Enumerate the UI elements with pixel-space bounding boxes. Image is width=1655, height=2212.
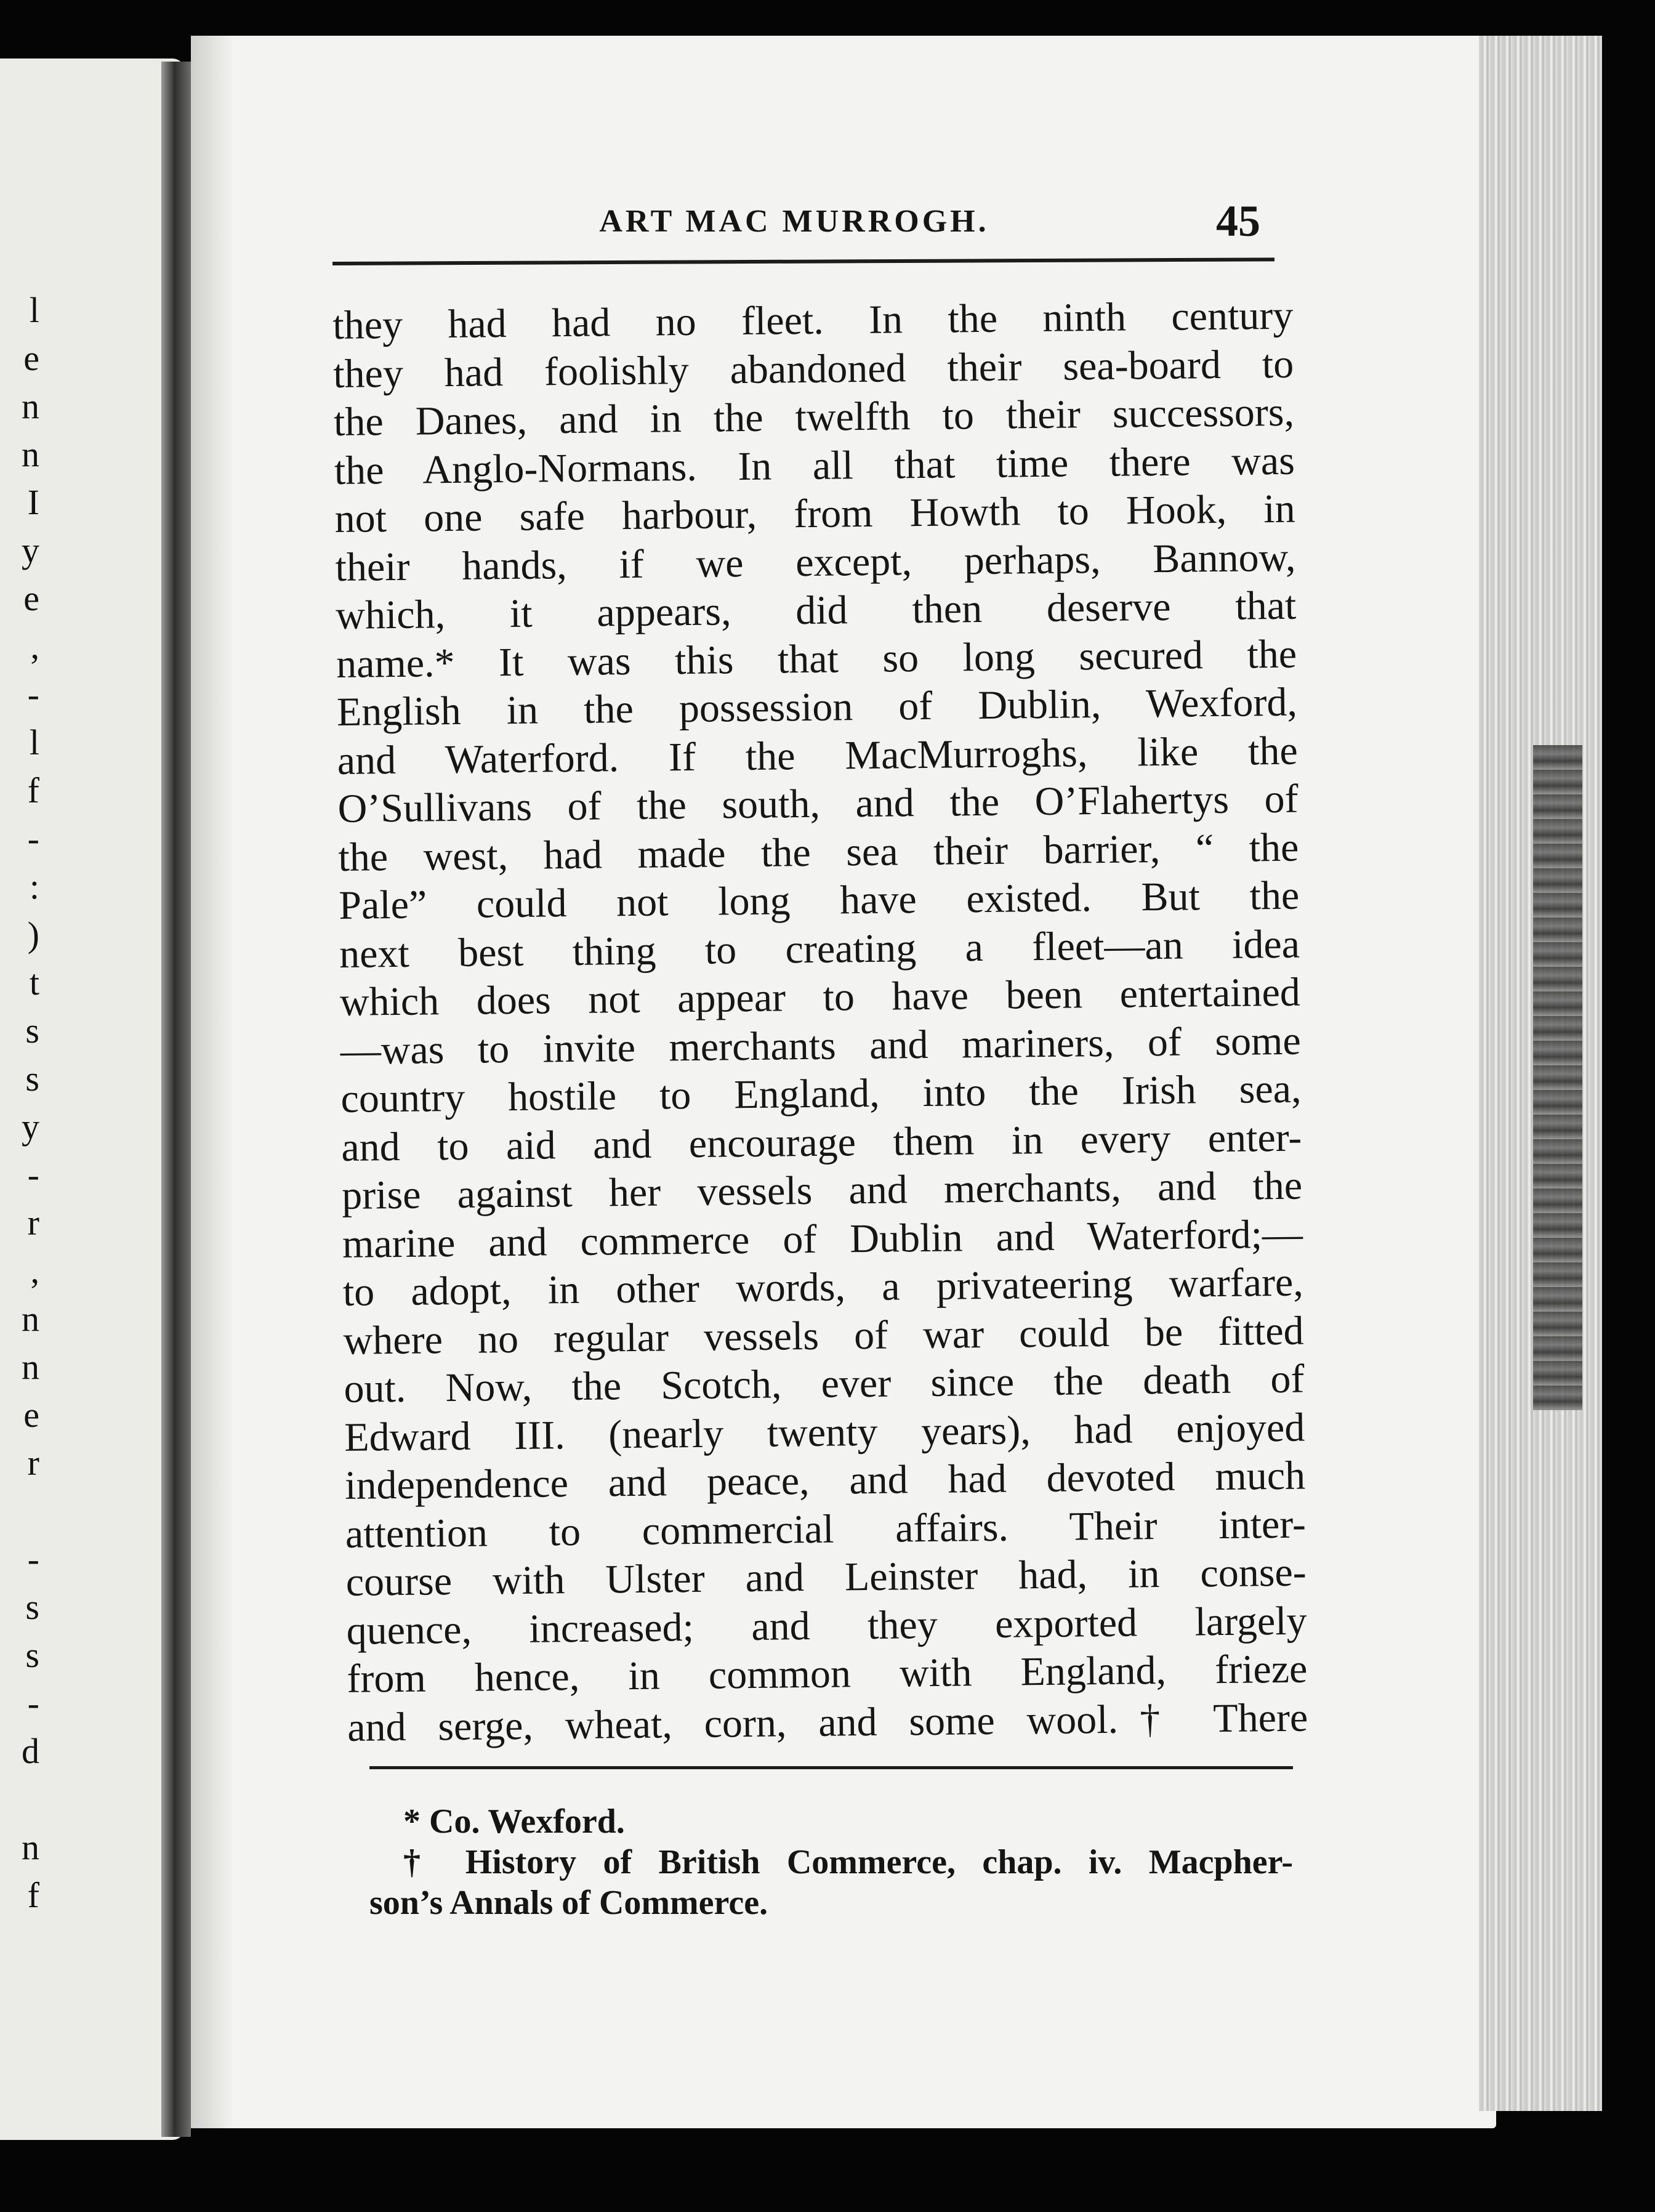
text-line: Edward III. (nearly twenty years), had enjoyed (344, 1405, 1305, 1460)
left-fragment: n (22, 1299, 39, 1339)
footnote-commerce: † History of British Commerce, chap. iv. Macpher- (403, 1843, 1293, 1881)
left-fragment: e (23, 1395, 39, 1435)
left-fragment: , (30, 626, 39, 666)
left-fragment: s (25, 1011, 39, 1051)
left-fragment: s (25, 1635, 39, 1675)
text-line: course with Ulster and Leinster had, in conse- (345, 1549, 1307, 1605)
left-fragment: e (23, 578, 39, 618)
left-fragment: n (22, 1347, 39, 1387)
text-line: O’Sullivans of the south, and the O’Flahertys of (337, 776, 1299, 831)
left-fragment: - (27, 1539, 39, 1579)
running-title: ART MAC MURROGH. (599, 204, 989, 239)
text-line: attention to commercial affairs. Their inter- (345, 1501, 1307, 1557)
text-line: to adopt, in other words, a privateering warfare, (342, 1259, 1304, 1315)
text-line: Pale” could not long have existed. But the (338, 873, 1300, 928)
left-fragment: r (27, 1443, 39, 1483)
text-line: which does not appear to have been entertained (339, 969, 1301, 1025)
text-line: —was to invite merchants and mariners, of some (340, 1018, 1302, 1073)
text-line: and to aid and encourage them in every enter- (340, 1115, 1302, 1170)
text-line: prise against her vessels and merchants, and the (341, 1163, 1303, 1218)
text-line: not one safe harbour, from Howth to Hook, in (334, 486, 1295, 541)
left-fragment: y (22, 530, 39, 570)
text-line: out. Now, the Scotch, ever since the death of (344, 1356, 1305, 1411)
left-fragment: : (29, 866, 39, 906)
text-line: they had had no fleet. In the ninth century (332, 293, 1294, 348)
left-fragment: l (29, 722, 39, 762)
left-fragment (2, 1775, 39, 1823)
left-fragment (2, 1487, 39, 1535)
left-fragment: n (22, 434, 39, 474)
left-fragment: d (22, 1731, 39, 1771)
left-fragment: n (22, 1827, 39, 1867)
left-fragment: t (29, 963, 39, 1003)
left-fragment: f (27, 770, 39, 810)
text-line: name.* It was this that so long secured the (336, 631, 1297, 687)
text-line: the Anglo-Normans. In all that time there was (334, 438, 1295, 493)
text-line: the Danes, and in the twelfth to their successors, (333, 389, 1295, 445)
text-line: next best thing to creating a fleet—an idea (339, 921, 1300, 977)
left-fragment: ) (27, 914, 39, 955)
footnotes (369, 1801, 1293, 1923)
text-line: their hands, if we except, perhaps, Bannow, (335, 535, 1296, 590)
footnote-commerce-continued: son’s Annals of Commerce. (369, 1884, 768, 1922)
left-fragment: s (25, 1587, 39, 1627)
left-fragment: l (29, 290, 39, 330)
text-line: they had foolishly abandoned their sea-board to (332, 341, 1294, 397)
left-fragment: f (27, 1875, 39, 1915)
book-gutter (161, 62, 191, 2137)
left-fragment: e (23, 338, 39, 378)
left-fragment: I (27, 482, 39, 522)
left-fragment: - (27, 674, 39, 714)
left-fragment: - (27, 818, 39, 858)
text-line: quence, increased; and they exported largely (346, 1598, 1307, 1653)
page-gutter-shadow (191, 36, 234, 2128)
text-line: independence and peace, and had devoted much (344, 1453, 1306, 1508)
left-fragment: n (22, 386, 39, 426)
footnote-wexford: * Co. Wexford. (403, 1802, 625, 1841)
text-line: which, it appears, did then deserve that (335, 583, 1297, 638)
text-line: marine and commerce of Dublin and Waterford;— (342, 1211, 1303, 1267)
left-fragment: y (22, 1107, 39, 1147)
page-edges-shadow (1533, 745, 1582, 1410)
left-fragment: - (27, 1683, 39, 1723)
body-text (332, 292, 1308, 1752)
text-line: English in the possession of Dublin, Wexford, (336, 679, 1298, 735)
text-line: country hostile to England, into the Irish sea, (340, 1066, 1302, 1121)
left-fragment: r (27, 1203, 39, 1243)
left-fragment: , (30, 1251, 39, 1291)
footnote-rule (369, 1766, 1293, 1769)
text-line: where no regular vessels of war could be fitted (343, 1308, 1304, 1363)
text-line: and serge, wheat, corn, and some wool.† There (347, 1695, 1308, 1750)
left-page-text-fragments (2, 286, 39, 1919)
page-number: 45 (1216, 196, 1260, 246)
left-fragment: - (27, 1155, 39, 1195)
text-line: from hence, in common with England, frieze (347, 1646, 1308, 1701)
left-fragment: s (25, 1059, 39, 1099)
text-line: and Waterford. If the MacMurroghs, like the (337, 728, 1299, 783)
text-line: the west, had made the sea their barrier, “ the (338, 825, 1299, 880)
